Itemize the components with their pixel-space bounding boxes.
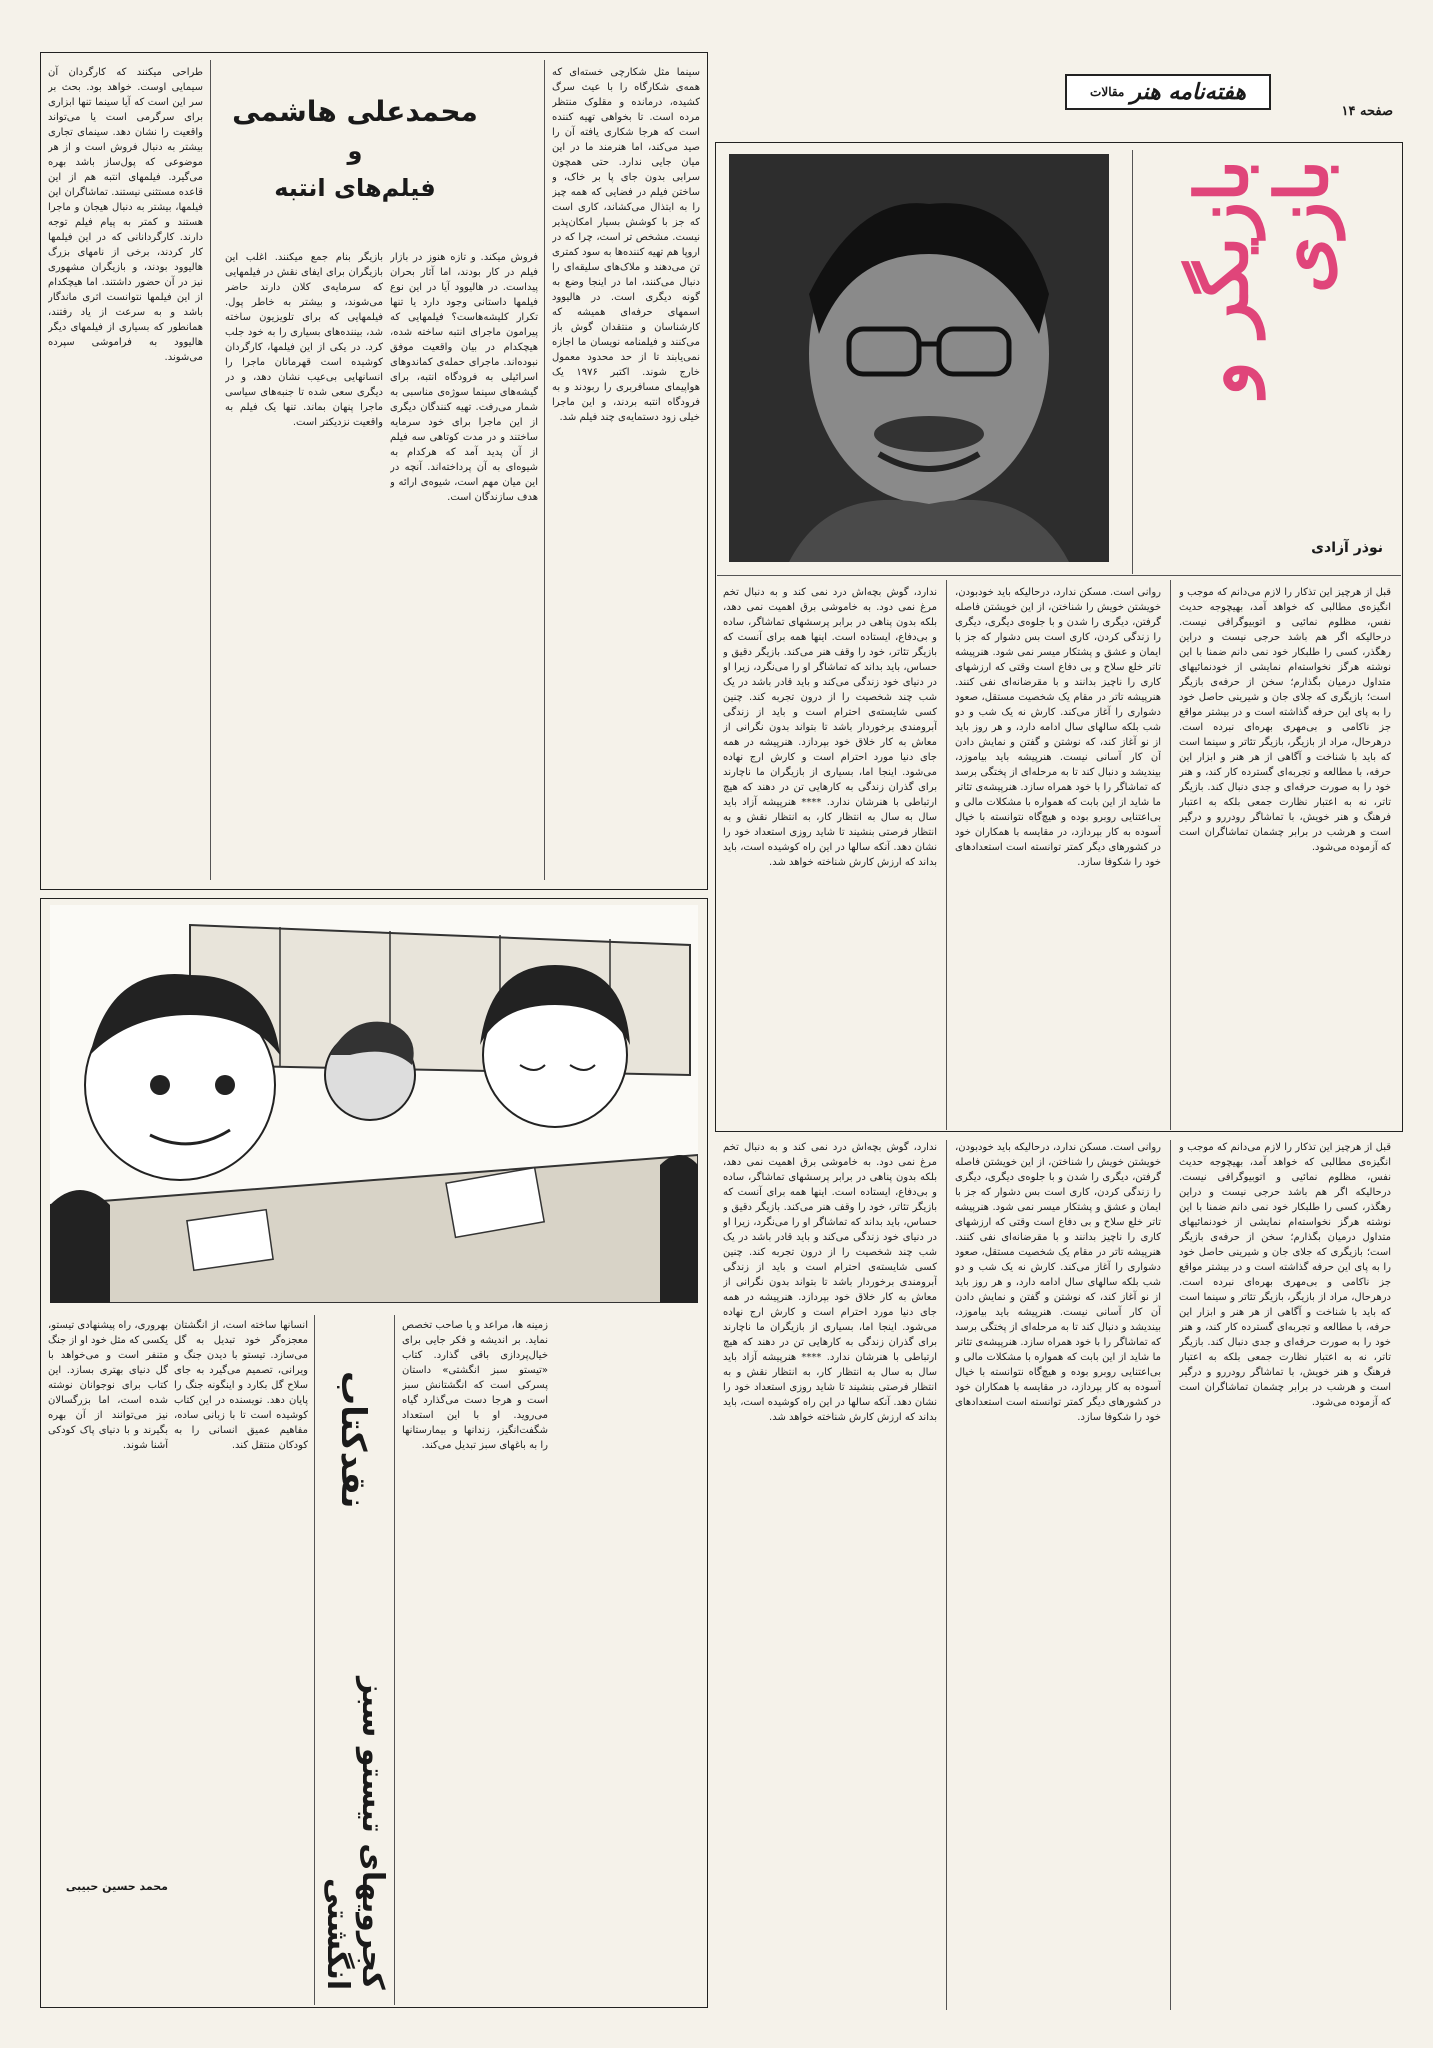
page-number: صفحه ۱۴: [1341, 104, 1393, 119]
feature-body-col3: ندارد، گوش بچه‌اش درد نمی کند و به دنبال تخم مرغ نمی دود. به خاموشی برق اهمیت نمی دهد، بلکه بدون پناهی در برابر پرسشهای تماشاگر، ساده و بی‌دفاع، ایستاده است. اینها همه برای آنست که بازیگر تئاتر، خود را وقف هنر می‌کند. بازیگر دقیق و حساس، باید بداند که تماشاگر او را می‌نگرد، زیرا او در دنیای خود زندگی می‌کند و باید قادر باشد در یک شب چند شخصیت را از درون تجربه کند. چنین کسی شایسته‌ی احترام است و باید از زندگی آبرومندی برخوردار باشد تا بتواند بدون نگرانی از معاش به کار خلاق خود بپردازد. هنرپیشه در همه جای دنیا مورد احترام است و کارش ارج نهاده می‌شود. اینجا اما، بسیاری از بازیگران ما ناچارند برای گذران زندگی به کارهایی تن در دهند که هیچ ارتباطی با هنرشان ندارد. **** هنرپیشه آزاد باید سال به سال به انتظار کار، به انتظار نقش و به انتظار فرصتی بنشیند تا شاید روزی استعداد خود را نشان دهد. آنکه سالها در این راه کوشیده است، باید بداند که ارزش کارش شناخته خواهد شد.: [723, 587, 937, 868]
feature-continued-col2: روانی است. مسکن ندارد، درحالیکه باید خودبودن، خویشتن خویش را شناختن، از این خویشتن فاصله گرفتن، دیگری را شدن و با جلوه‌ی دیگری، دیگری را زندگی کردن، کاری است بس دشوار که جز با ایمان و عشق و پشتکار میسر نمی شود. هنرپیشه تاتر خلع سلاح و بی دفاع است وقتی که ارزشهای کاری را ناچیز بدانند و با مقرضانه‌ای نفی کنند. هنرپیشه تاتر در مقام یک شخصیت مستقل، صعود دشواری را آغاز می‌کند. کارش نه یک شب و دو شب بلکه سالهای سال ادامه دارد، و هر روز باید از نو آغاز کند، که نوشتن و گفتن و نمایش دادن آن کار آسانی نیست. هنرپیشه باید بیاموزد، بیندیشد و دنبال کند تا به مرحله‌ای از پختگی برسد که تماشاگر را با خود همراه سازد. هنرپیشه‌ی تئاتر ما شاید از این بابت که همواره با مشکلات مالی و بی‌اعتنایی روبرو بوده و هیچ‌گاه نتوانسته با خیال آسوده به کار بپردازد، در مقایسه با همکاران خود در کشورهای دیگر کمتر توانسته است استعدادهای خود را شکوفا سازد.: [955, 1142, 1161, 1423]
book-review-byline: محمد حسین حبیبی: [65, 1880, 168, 1893]
article2-title-line3: فیلم‌های انتبه: [274, 174, 436, 202]
article2-body-col1: سینما مثل شکارچی خسته‌ای که همه‌ی شکارگاه را با عیث سرگ کشیده، درمانده و مقلوک منتظر مرده است. تا بخواهی تهیه کننده است که هرجا شکاری یافته آن را صید می‌کند، اما هنرمند ما در این میان جایی ندارد. حتی همچون سرابی بدون جای پا بر خاک، و ساختن فیلم در فضایی که همه چیز را به ابتذال می‌کشاند، کاری است که جز با کوشش بسیار امکان‌پذیر نیست. مشخص تر است، چرا که در اروپا هم تهیه کننده‌ها به سود کمتری تن می‌دهند و ملاک‌های سلیقه‌ای را دنبال می‌کنند، اما در اینجا وضع به گونه دیگری است. در هالیوود اسمهای حرفه‌ای همیشه که کارشناسان و منتقدان گوش باز می‌کنند و فیلمنامه نویسان ما اجازه نمی‌یابند تا از حد محدود معمول خارج شوند. اکتبر ۱۹۷۶ یک هواپیمای مسافربری را ربودند و به فرودگاه انتبه بردند، و این ماجرا خیلی زود دستمایه‌ی چند فیلم شد.: [552, 67, 700, 423]
section-name: مقالات: [1090, 85, 1125, 99]
book-review-section-label: نقدکتاب: [333, 1371, 373, 1509]
portrait-icon: [729, 154, 1109, 562]
masthead: [1065, 74, 1271, 110]
article2-title: [175, 90, 535, 240]
classroom-icon: [50, 905, 698, 1303]
article2-body-col3: بازیگر بنام جمع میکنند. اغلب این بازیگران برای ایفای نقش در فیلمهایی که سرمایه‌ی کلان دارند حاضر می‌شوند، و بیشتر به خاطر پول. فیلمهایی که برای تلویزیون ساخته شد، بیننده‌های بسیاری را به خود جلب کرد. در یکی از این فیلمها، کارگردان کوشیده است قهرمانان ماجرا را انسانهایی بی‌عیب نشان دهد، و در دیگری سعی شده تا جنبه‌های سیاسی ماجرا پنهان بماند. تنها یک فیلم به واقعیت نزدیکتر است.: [225, 252, 383, 428]
publication-name: هفته‌نامه هنر: [1130, 79, 1246, 105]
feature-title-panel: [1131, 150, 1393, 520]
feature-title: بازیگر و بازی: [1179, 160, 1344, 397]
feature-continued-col1: قبل از هرچیز این تذکار را لازم می‌دانم که موجب و انگیزه‌ی مطالبی که خواهد آمد، بهیچوجه حدیث نفس، مظلوم نمائیی و اتوبیوگرافی نیست. درحالیکه اگر هم باشد حرجی نیست و دراین رهگذر، کسی را طلبکار خود نمی دانم ضمنا با این نوشته هرگز نخواسته‌ام نمایشی از خودنمائیهای متداول درمیان بگذارم؛ سخن از حرفه‌ی بازیگر است؛ بازیگری که جلای جان و شیرینی حاصل خود را به پای این حرفه گذاشته است و در بیشتر مواقع جز ناکامی و بی‌مهری بهره‌ای نبرده است. درهرحال، مراد از بازیگر، بازیگر تئاتر و سینما است که باید با شناخت و آگاهی از هر هنر و ابزار این حرفه، با مطالعه و تجربه‌ای گسترده کار کند، و هنر خود را به صورت حرفه‌ای و جدی دنبال کند. بازیگر تاتر، نه به اعتبار نظارت جمعی بلکه به اعتبار فرهنگ و هنر خویش، با تماشاگر رودررو و درگیر است و هرشب در برابر چشمان تماشاگران است که آزموده می‌شود.: [1179, 1142, 1391, 1408]
feature-body-col2: روانی است. مسکن ندارد، درحالیکه باید خودبودن، خویشتن خویش را شناختن، از این خویشتن فاصله گرفتن، دیگری را شدن و با جلوه‌ی دیگری، دیگری را زندگی کردن، کاری است بس دشوار که جز با ایمان و عشق و پشتکار میسر نمی شود. هنرپیشه تاتر خلع سلاح و بی دفاع است وقتی که ارزشهای کاری را ناچیز بدانند و با مقرضانه‌ای نفی کنند. هنرپیشه تاتر در مقام یک شخصیت مستقل، صعود دشواری را آغاز می‌کند. کارش نه یک شب و دو شب بلکه سالهای سال ادامه دارد، و هر روز باید از نو آغاز کند، که نوشتن و گفتن و نمایش دادن آن کار آسانی نیست. هنرپیشه باید بیاموزد، بیندیشد و دنبال کند تا به مرحله‌ای از پختگی برسد که تماشاگر را با خود همراه سازد. هنرپیشه‌ی تئاتر ما شاید از این بابت که همواره با مشکلات مالی و بی‌اعتنایی روبرو بوده و هیچ‌گاه نتوانسته با خیال آسوده به کار بپردازد، در مقایسه با همکاران خود در کشورهای دیگر کمتر توانسته است استعدادهای خود را شکوفا سازد.: [955, 587, 1161, 868]
article2-title-line2: و: [347, 137, 363, 165]
article2-body-col4: طراحی میکنند که کارگردان آن سیمایی اوست. خواهد بود. بحث بر سر این است که آیا سینما تنها ابزاری برای سرگرمی است یا می‌تواند واقعیت را نشان دهد. سینمای تجاری بیشتر به دنبال فروش است و از هر موضوعی که پول‌ساز باشد بهره می‌گیرد. فیلمهای انتبه هم از این قاعده مستثنی نیستند. تماشاگران این فیلمها، بیشتر به دنبال هیجان و ماجرا هستند و کمتر به پیام فیلم توجه دارند. کارگردانانی که در این فیلمها کار کردند، برخی از نامهای بزرگ هالیوود بودند، و بازیگران مشهوری نیز در آن حضور داشتند. اما هیچکدام از این فیلمها نتوانست اثری ماندگار باشد و به سرعت از یاد رفتند، همانطور که بسیاری از فیلمهای دیگر هالیوود به فراموشی سپرده می‌شوند.: [48, 67, 203, 363]
feature-continued-col3: ندارد، گوش بچه‌اش درد نمی کند و به دنبال تخم مرغ نمی دود. به خاموشی برق اهمیت نمی دهد، بلکه بدون پناهی در برابر پرسشهای تماشاگر، ساده و بی‌دفاع، ایستاده است. اینها همه برای آنست که بازیگر تئاتر، خود را وقف هنر می‌کند. بازیگر دقیق و حساس، باید بداند که تماشاگر او را می‌نگرد، زیرا او در دنیای خود زندگی می‌کند و باید قادر باشد در یک شب چند شخصیت را از درون تجربه کند. چنین کسی شایسته‌ی احترام است و باید از زندگی آبرومندی برخوردار باشد تا بتواند بدون نگرانی از معاش به کار خلاق خود بپردازد. هنرپیشه در همه جای دنیا مورد احترام است و کارش ارج نهاده می‌شود. اینجا اما، بسیاری از بازیگران ما ناچارند برای گذران زندگی به کارهایی تن در دهند که هیچ ارتباطی با هنرشان ندارد. **** هنرپیشه آزاد باید سال به سال به انتظار کار، به انتظار نقش و به انتظار فرصتی بنشیند تا شاید روزی استعداد خود را نشان دهد. آنکه سالها در این راه کوشیده است، باید بداند که ارزش کارش شناخته خواهد شد.: [723, 1142, 937, 1423]
portrait-photo: [729, 154, 1109, 562]
article2-title-line1: محمدعلی هاشمی: [232, 95, 478, 128]
feature-author: نوذر آزادی: [1311, 540, 1383, 556]
cartoon-illustration: [50, 905, 698, 1303]
feature-body-col1: قبل از هرچیز این تذکار را لازم می‌دانم که موجب و انگیزه‌ی مطالبی که خواهد آمد، بهیچوجه حدیث نفس، مظلوم نمائیی و اتوبیوگرافی نیست. درحالیکه اگر هم باشد حرجی نیست و دراین رهگذر، کسی را طلبکار خود نمی دانم ضمنا با این نوشته هرگز نخواسته‌ام نمایشی از خودنمائیهای متداول درمیان بگذارم؛ سخن از حرفه‌ی بازیگر است؛ بازیگری که جلای جان و شیرینی حاصل خود را به پای این حرفه گذاشته است و در بیشتر مواقع جز ناکامی و بی‌مهری بهره‌ای نبرده است. درهرحال، مراد از بازیگر، بازیگر تئاتر و سینما است که باید با شناخت و آگاهی از هر هنر و ابزار این حرفه، با مطالعه و تجربه‌ای گسترده کار کند، و هنر خود را به صورت حرفه‌ای و جدی دنبال کند. بازیگر تاتر، نه به اعتبار نظارت جمعی بلکه به اعتبار فرهنگ و هنر خویش، با تماشاگر رودررو و درگیر است و هرشب در برابر چشمان تماشاگران است که آزموده می‌شود.: [1179, 587, 1391, 853]
book-review-title: کجرویهای تیستو سبز انگشتی: [320, 1677, 390, 1990]
article2-body-col2: فروش میکند. و تازه هنوز در بازار فیلم در کار بودند، اما آثار بحران پیداست. در هالیوود آیا در این نوع فیلمها داستانی وجود دارد یا تنها تکرار کلیشه‌هاست؟ فیلمهایی که پیرامون ماجرای انتبه ساخته شده، هیچکدام در بیان واقعیت موفق نبوده‌اند. ماجرای حمله‌ی کماندوهای اسرائیلی به فرودگاه انتبه، برای گیشه‌های سینما سوژه‌ی مناسبی به شمار می‌رفت. تهیه کنندگان دیگری از این ماجرا برای خود سرمایه ساختند و در مدت کوتاهی سه فیلم از آن پدید آمد که هرکدام به شیوه‌ای به آن پرداخته‌اند. آنچه در این میان مهم است، شیوه‌ی ارائه و هدف سازندگان است.: [390, 252, 538, 503]
book-review-body-col3: بهروری، راه پیشنهادی تیستو، یکسی که مثل خود او از جنگ متنفر است و می‌خواهد با گل دنیای بهتری بسازد. این کتاب برای نوجوانان نوشته شده است، اما بزرگسالان نیز می‌توانند از آن بهره بگیرند و با دنیای پاک کودکی آشنا شوند.: [48, 1320, 168, 1451]
book-review-body-col1: زمینه ها، مراعد و یا صاحب تخصص نماید. بر اندیشه و فکر جایی برای خیال‌پردازی باقی گذارد. کتاب «تیستو سبز انگشتی» داستان پسرکی است که انگشتانش سبز است و هرجا دست می‌گذارد گیاه می‌روید. او با این استعداد شگفت‌انگیز، زندانها و بیمارستانها را به باغهای سبز تبدیل می‌کند.: [402, 1320, 548, 1451]
book-review-body-col2: انسانها ساخته است، از انگشتان معجزه‌گر خود تبدیل به گل می‌سازد. تیستو با دیدن جنگ و ویرانی، تصمیم می‌گیرد به جای سلاح گل بکارد و اینگونه جنگ را پایان دهد. نویسنده در این کتاب کوشیده است تا با زبانی ساده، مفاهیم عمیق انسانی را به کودکان منتقل کند.: [174, 1320, 308, 1451]
